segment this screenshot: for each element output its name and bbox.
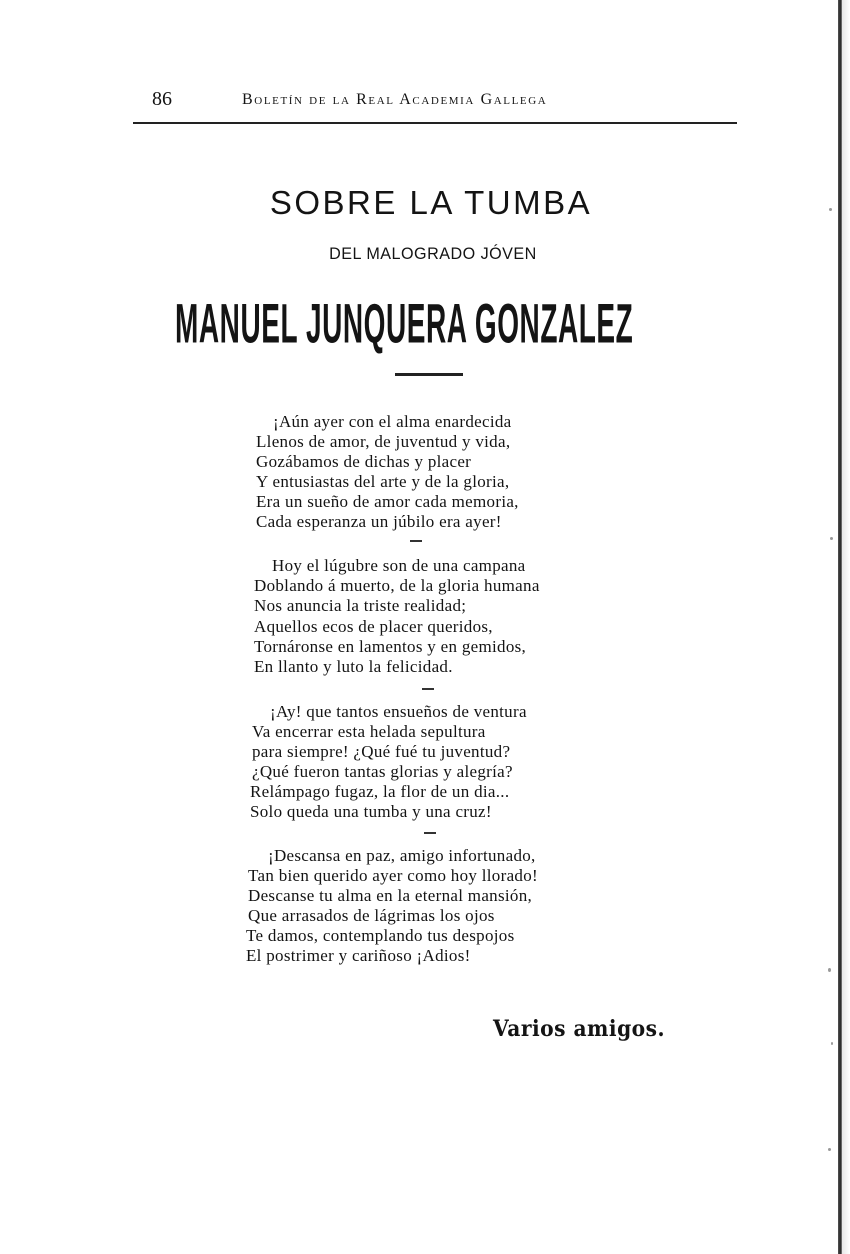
poem-line: ¡Aún ayer con el alma enardecida xyxy=(273,412,512,431)
poem-title: SOBRE LA TUMBA xyxy=(269,184,593,221)
poem-line: Llenos de amor, de juventud y vida, xyxy=(256,432,511,451)
poem-line: Que arrasados de lágrimas los ojos xyxy=(248,906,495,925)
header-rule xyxy=(133,122,737,124)
scan-speck xyxy=(828,1148,831,1151)
poem-line: Relámpago fugaz, la flor de un dia... xyxy=(250,782,510,801)
poem-line: Nos anuncia la triste realidad; xyxy=(254,596,467,615)
poem-line: Doblando á muerto, de la gloria humana xyxy=(254,576,540,595)
poem-line: ¿Qué fueron tantas glorias y alegría? xyxy=(252,762,513,781)
poem-line: Va encerrar esta helada sepultura xyxy=(252,722,486,741)
signature: Varios amigos. xyxy=(493,1016,666,1042)
poem-line: Aquellos ecos de placer queridos, xyxy=(254,617,493,636)
poem-line: En llanto y luto la felicidad. xyxy=(254,657,453,676)
poem-subtitle: DEL MALOGRADO JÓVEN xyxy=(329,244,537,263)
poem-line: Era un sueño de amor cada memoria, xyxy=(256,492,519,511)
poem-line: Cada esperanza un júbilo era ayer! xyxy=(256,512,502,531)
poem-line: El postrimer y cariñoso ¡Adios! xyxy=(246,946,471,965)
poem-line: para siempre! ¿Qué fué tu juventud? xyxy=(252,742,511,761)
ornament-rule xyxy=(395,373,463,376)
dedicatee-name-block xyxy=(175,290,695,360)
poem-line: ¡Ay! que tantos ensueños de ventura xyxy=(270,702,527,721)
stanza-divider xyxy=(422,688,434,690)
scan-speck xyxy=(831,1042,833,1045)
poem-line: Tan bien querido ayer como hoy llorado! xyxy=(248,866,538,885)
dedicatee-name: MANUEL JUNQUERA GONZALEZ xyxy=(175,292,634,355)
stanza-divider xyxy=(424,832,436,834)
stanza-divider xyxy=(410,540,422,542)
poem-line: Tornáronse en lamentos y en gemidos, xyxy=(254,637,527,656)
scan-speck xyxy=(829,208,832,211)
poem-line: Descanse tu alma en la eternal mansión, xyxy=(248,886,533,905)
poem-line: Solo queda una tumba y una cruz! xyxy=(250,802,492,821)
poem-line: Gozábamos de dichas y placer xyxy=(256,452,472,471)
scan-speck xyxy=(828,968,831,972)
poem-line: ¡Descansa en paz, amigo infortunado, xyxy=(268,846,536,865)
poem-line: Y entusiastas del arte y de la gloria, xyxy=(256,472,510,491)
page-header xyxy=(150,88,740,112)
poem-line: Hoy el lúgubre son de una campana xyxy=(272,556,526,575)
page-number: 86 xyxy=(152,88,172,110)
scan-speck xyxy=(830,537,833,540)
poem-line: Te damos, contemplando tus despojos xyxy=(246,926,515,945)
running-head: Boletín de la Real Academia Gallega xyxy=(242,91,548,108)
